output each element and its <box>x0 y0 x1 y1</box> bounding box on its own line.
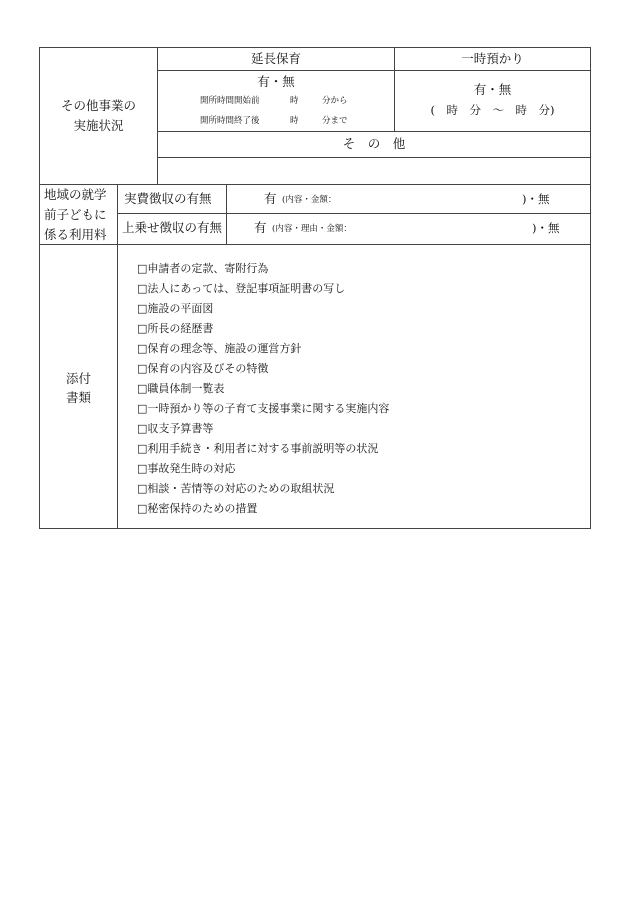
actual-cost-no: )・無 <box>522 192 550 206</box>
attachment-item: □申請者の定款、寄附行為 <box>137 262 269 275</box>
attachment-item: □利用手続き・利用者に対する事前説明等の状況 <box>137 442 379 455</box>
divider <box>157 157 591 158</box>
divider <box>157 47 158 184</box>
attachment-item: □保育の理念等、施設の運営方針 <box>137 342 302 355</box>
extended-care-start-prefix: 開所時間開始前 <box>200 96 260 106</box>
extended-care-header: 延長保育 <box>250 51 301 66</box>
actual-cost-label: 実費徴収の有無 <box>124 191 212 206</box>
table-border-right <box>590 47 591 529</box>
attachment-item: □施設の平面図 <box>137 302 214 315</box>
other-projects-label: 実施状況 <box>73 118 124 133</box>
divider <box>226 184 227 244</box>
attachments-label: 添付 <box>65 371 91 386</box>
temporary-care-availability: 有・無 <box>473 82 512 97</box>
others-header: そ の 他 <box>342 136 406 151</box>
attachment-item: □法人にあっては、登記事項証明書の写し <box>137 282 346 295</box>
divider <box>157 131 591 132</box>
attachment-item: □相談・苦情等の対応のための取組状況 <box>137 482 335 495</box>
fees-section-label: 地域の就学 <box>44 187 107 202</box>
extra-charge-label: 上乗せ徴収の有無 <box>122 220 223 235</box>
extra-charge-no: )・無 <box>532 221 560 235</box>
attachments-list <box>137 262 389 522</box>
extended-care-start-suffix: 分から <box>322 96 348 106</box>
attachment-item: □所長の経歴書 <box>137 322 214 335</box>
temporary-care-time-range: ( 時 分 ～ 時 分) <box>430 103 555 117</box>
extended-care-end-prefix: 開所時間終了後 <box>200 116 260 126</box>
attachment-item: □一時預かり等の子育て支援事業に関する実施内容 <box>137 402 390 415</box>
divider <box>157 70 591 71</box>
table-border-bottom <box>39 528 591 529</box>
extended-care-end-suffix: 分まで <box>322 116 348 126</box>
divider <box>117 184 118 529</box>
divider <box>39 184 591 185</box>
divider <box>39 244 591 245</box>
other-projects-label: その他事業の <box>60 98 136 113</box>
attachment-item: □職員体制一覧表 <box>137 382 225 395</box>
fees-section-label: 係る利用料 <box>44 227 107 242</box>
temporary-care-header: 一時預かり <box>461 51 524 66</box>
attachment-item: □収支予算書等 <box>137 422 214 435</box>
extended-care-end-hour: 時 <box>290 116 299 126</box>
attachment-item: □事故発生時の対応 <box>137 462 236 475</box>
attachment-item: □秘密保持のための措置 <box>137 502 258 515</box>
extra-charge-yes: 有 <box>254 220 267 235</box>
fees-section-label: 前子どもに <box>44 207 107 222</box>
extra-charge-detail: (内容・理由・金額： <box>272 224 352 234</box>
actual-cost-yes: 有 <box>264 191 277 206</box>
attachment-item: □保育の内容及びその特徴 <box>137 362 269 375</box>
extended-care-start-hour: 時 <box>290 96 299 106</box>
attachments-label: 書類 <box>65 390 91 405</box>
extended-care-availability: 有・無 <box>257 74 295 89</box>
divider <box>117 213 591 214</box>
table-border-top <box>39 47 591 48</box>
actual-cost-detail: (内容・金額： <box>282 195 337 205</box>
